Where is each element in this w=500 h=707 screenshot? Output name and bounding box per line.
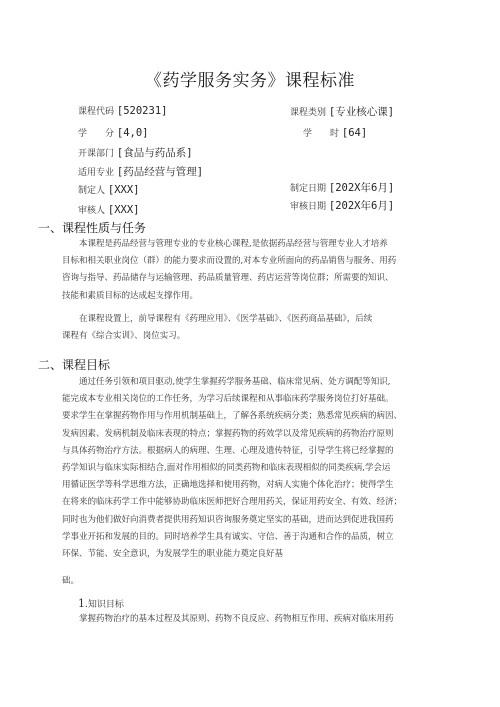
text-line: 咨询与指导、药品储存与运输管理、药品质量管理、药店运营等岗位群；所需要的知识、 (62, 273, 394, 284)
credits-row (78, 126, 149, 139)
section-1-paragraph-1 (62, 236, 460, 305)
text-line: 药学知识与临床实际相结合,面对作用相似的同类药物和临床表现相似的同类疾病,学会运 (62, 463, 391, 474)
text-line: 用循证医学等科学思维方法，正确地选择和使用药物，对病人实施个体化治疗；使得学生 (62, 480, 394, 491)
subsection-paragraph (62, 611, 460, 628)
maker-label: 制定人 (78, 186, 106, 196)
text-line: 环保、节能、安全意识，为发展学生的职业能力奠定良好基 (62, 549, 284, 560)
dept-label: 开课部门 (78, 149, 115, 159)
section-2-tail (62, 573, 460, 590)
credits-label: 学 分 (78, 129, 115, 139)
major-row (78, 164, 203, 179)
course-type-value: [专业核心课] (328, 106, 395, 118)
text-line: 课程有《综合实训》、岗位实习。 (62, 331, 186, 342)
text-line: 要求学生在掌握药物作用与作用机制基础上，了解各系统疾病分类；熟悉常见疾病的病因、 (62, 411, 403, 422)
text-line: 通过任务引领和项目驱动,使学生掌握药学服务基础、临床常见病、处方调配等知识, (79, 377, 391, 387)
text-line: 本课程是药品经营与管理专业的专业核心课程,是依据药品经营与管理专业人才培养 (79, 239, 388, 249)
text-line: 同时也为他们做好向消费者提供用药知识咨询服务奠定坚实的基础，进而达到促进我国药 (62, 514, 394, 525)
make-date-row (290, 180, 394, 195)
maker-value: [XXX] (107, 184, 140, 196)
dept-row (78, 145, 193, 160)
text-line: 目标和相关职业岗位（群）的能力要求而设置的,对本专业所面向的药品销售与服务、用药 (62, 256, 397, 267)
section-2-heading: 二、课程目标 (38, 358, 111, 372)
reviewer-row (78, 203, 140, 216)
major-label: 适用专业 (78, 168, 115, 178)
text-line: 技能和素质目标的达成起支撑作用。 (62, 290, 199, 301)
section-2-paragraph (62, 374, 460, 563)
subsection-label: .知识目标 (85, 600, 124, 610)
section-1-paragraph-2 (62, 311, 460, 345)
subsection-knowledge-heading (78, 597, 124, 610)
section-1-heading: 一、课程性质与任务 (38, 221, 147, 235)
review-date-value: [202X年6月] (328, 200, 395, 212)
text-line: 发病因素、发病机制及临床表现的特点；掌握药物的药效学以及常见疾病的药物治疗原则 (62, 428, 394, 439)
course-type-row (290, 104, 394, 119)
hours-row (303, 126, 367, 139)
course-code-value: [520231] (116, 105, 168, 117)
hours-value: [64] (341, 127, 368, 139)
reviewer-value: [XXX] (107, 204, 140, 216)
maker-row (78, 183, 140, 196)
text-line: 在将来的临床药学工作中能够协助临床医师把好合理用药关，保证用药安全、有效、经济； (62, 497, 403, 508)
text-line: 掌握药物治疗的基本过程及其原则、药物不良反应、药物相互作用、疾病对临床用药 (79, 614, 394, 624)
make-date-value: [202X年6月] (328, 182, 395, 194)
course-code-label: 课程代码 (78, 107, 115, 117)
text-line: 在课程设置上，前导课程有《药理应用》、《医学基础》、《医药商品基础》，后续 (79, 314, 373, 324)
text-line: 与具体药物治疗方法。根据病人的病理、生理、心理及遗传特征，引导学生将已经掌握的 (62, 445, 394, 456)
text-line: 能完成本专业相关岗位的工作任务，为学习后续课程和从事临床药学服务岗位打好基础。 (62, 394, 394, 405)
course-type-label: 课程类别 (290, 108, 327, 118)
credits-value: [4,0] (116, 127, 149, 139)
review-date-row (290, 198, 394, 213)
text-line: 学事业开拓和发展的目的。同时培养学生具有诚实、守信、善于沟通和合作的品质，树立 (62, 531, 394, 542)
course-code-row (78, 104, 167, 117)
hours-label: 学 时 (303, 129, 340, 139)
make-date-label: 制定日期 (290, 184, 327, 194)
text-line: 础。 (62, 576, 80, 586)
review-date-label: 审核日期 (290, 202, 327, 212)
subsection-number: 1 (78, 597, 85, 610)
dept-value: [食品与药品系] (116, 147, 193, 159)
reviewer-label: 审核人 (78, 206, 106, 216)
major-value: [药品经营与管理] (116, 166, 204, 178)
document-title: 《药学服务实务》课程标准 (145, 71, 355, 91)
